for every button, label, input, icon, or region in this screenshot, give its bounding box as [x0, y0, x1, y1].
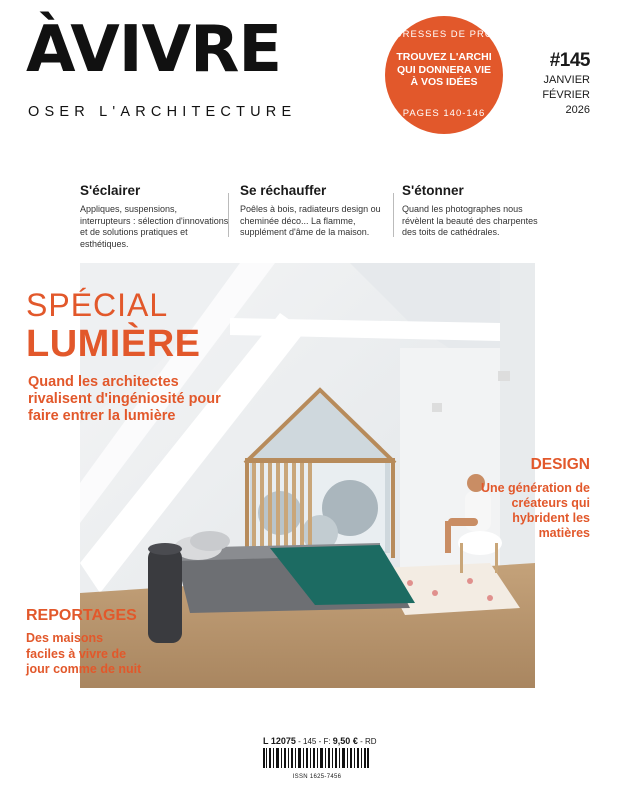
barcode-issue: - 145 - F:: [298, 737, 331, 746]
cover-special-label: SPÉCIAL: [26, 287, 169, 323]
feature-item: [402, 183, 552, 239]
cover-reportages-subline: Des maisons faciles à vivre de jour comme de nuit: [26, 631, 142, 676]
feature-divider: [228, 193, 229, 237]
feature-divider: [393, 193, 394, 237]
feature-teasers: [70, 183, 550, 249]
feature-item: [80, 183, 230, 250]
promo-badge: [385, 16, 503, 134]
magazine-tagline: OSER L'ARCHITECTURE: [28, 104, 297, 120]
feature-title: S'éclairer: [80, 183, 141, 198]
badge-bottom-text: PAGES 140-146: [402, 108, 486, 119]
price-line: [263, 736, 377, 746]
badge-top-text: ADRESSES DE PROS: [387, 29, 501, 40]
barcode-block: [263, 736, 377, 780]
cover-design-subline: Une génération de créateurs qui hybrident les matières: [480, 481, 590, 540]
cover-reportages-headline: REPORTAGES: [26, 607, 137, 624]
magazine-logo: ÀVIVRE: [26, 13, 282, 87]
issue-number: #145: [549, 50, 590, 71]
issue-month-2: FÉVRIER: [542, 89, 590, 101]
issue-info: [528, 50, 590, 117]
barcode-icon: [263, 748, 369, 768]
barcode-code: L 12075: [263, 736, 296, 746]
badge-main-text: TROUVEZ L'ARCHI QUI DONNERA VIE À VOS IDÉES: [396, 51, 492, 88]
issn-number: ISSN 1625-7456: [292, 774, 342, 780]
cover-price: 9,50 €: [332, 736, 358, 746]
feature-title: Se réchauffer: [240, 183, 327, 198]
cover-main-headline: LUMIÈRE: [26, 323, 201, 365]
cover-main-subline: Quand les architectes rivalisent d'ingéniosité pour faire entrer la lumière: [28, 374, 221, 424]
issue-month-1: JANVIER: [543, 74, 590, 86]
feature-item: [240, 183, 390, 239]
cover-design-headline: DESIGN: [530, 456, 590, 473]
feature-text: Quand les photographes nous révèlent la beauté des charpentes des toits de cathédrales.: [402, 204, 538, 237]
barcode-suffix: - RD: [360, 737, 377, 746]
feature-text: Poêles à bois, radiateurs design ou cheminée déco... La flamme, supplément d'âme de la maison.: [240, 204, 381, 237]
issue-year: 2026: [565, 104, 590, 116]
feature-text: Appliques, suspensions, interrupteurs : sélection d'innovations et de solutions pratiques et esthétiques.: [80, 204, 229, 249]
feature-title: S'étonner: [402, 183, 464, 198]
